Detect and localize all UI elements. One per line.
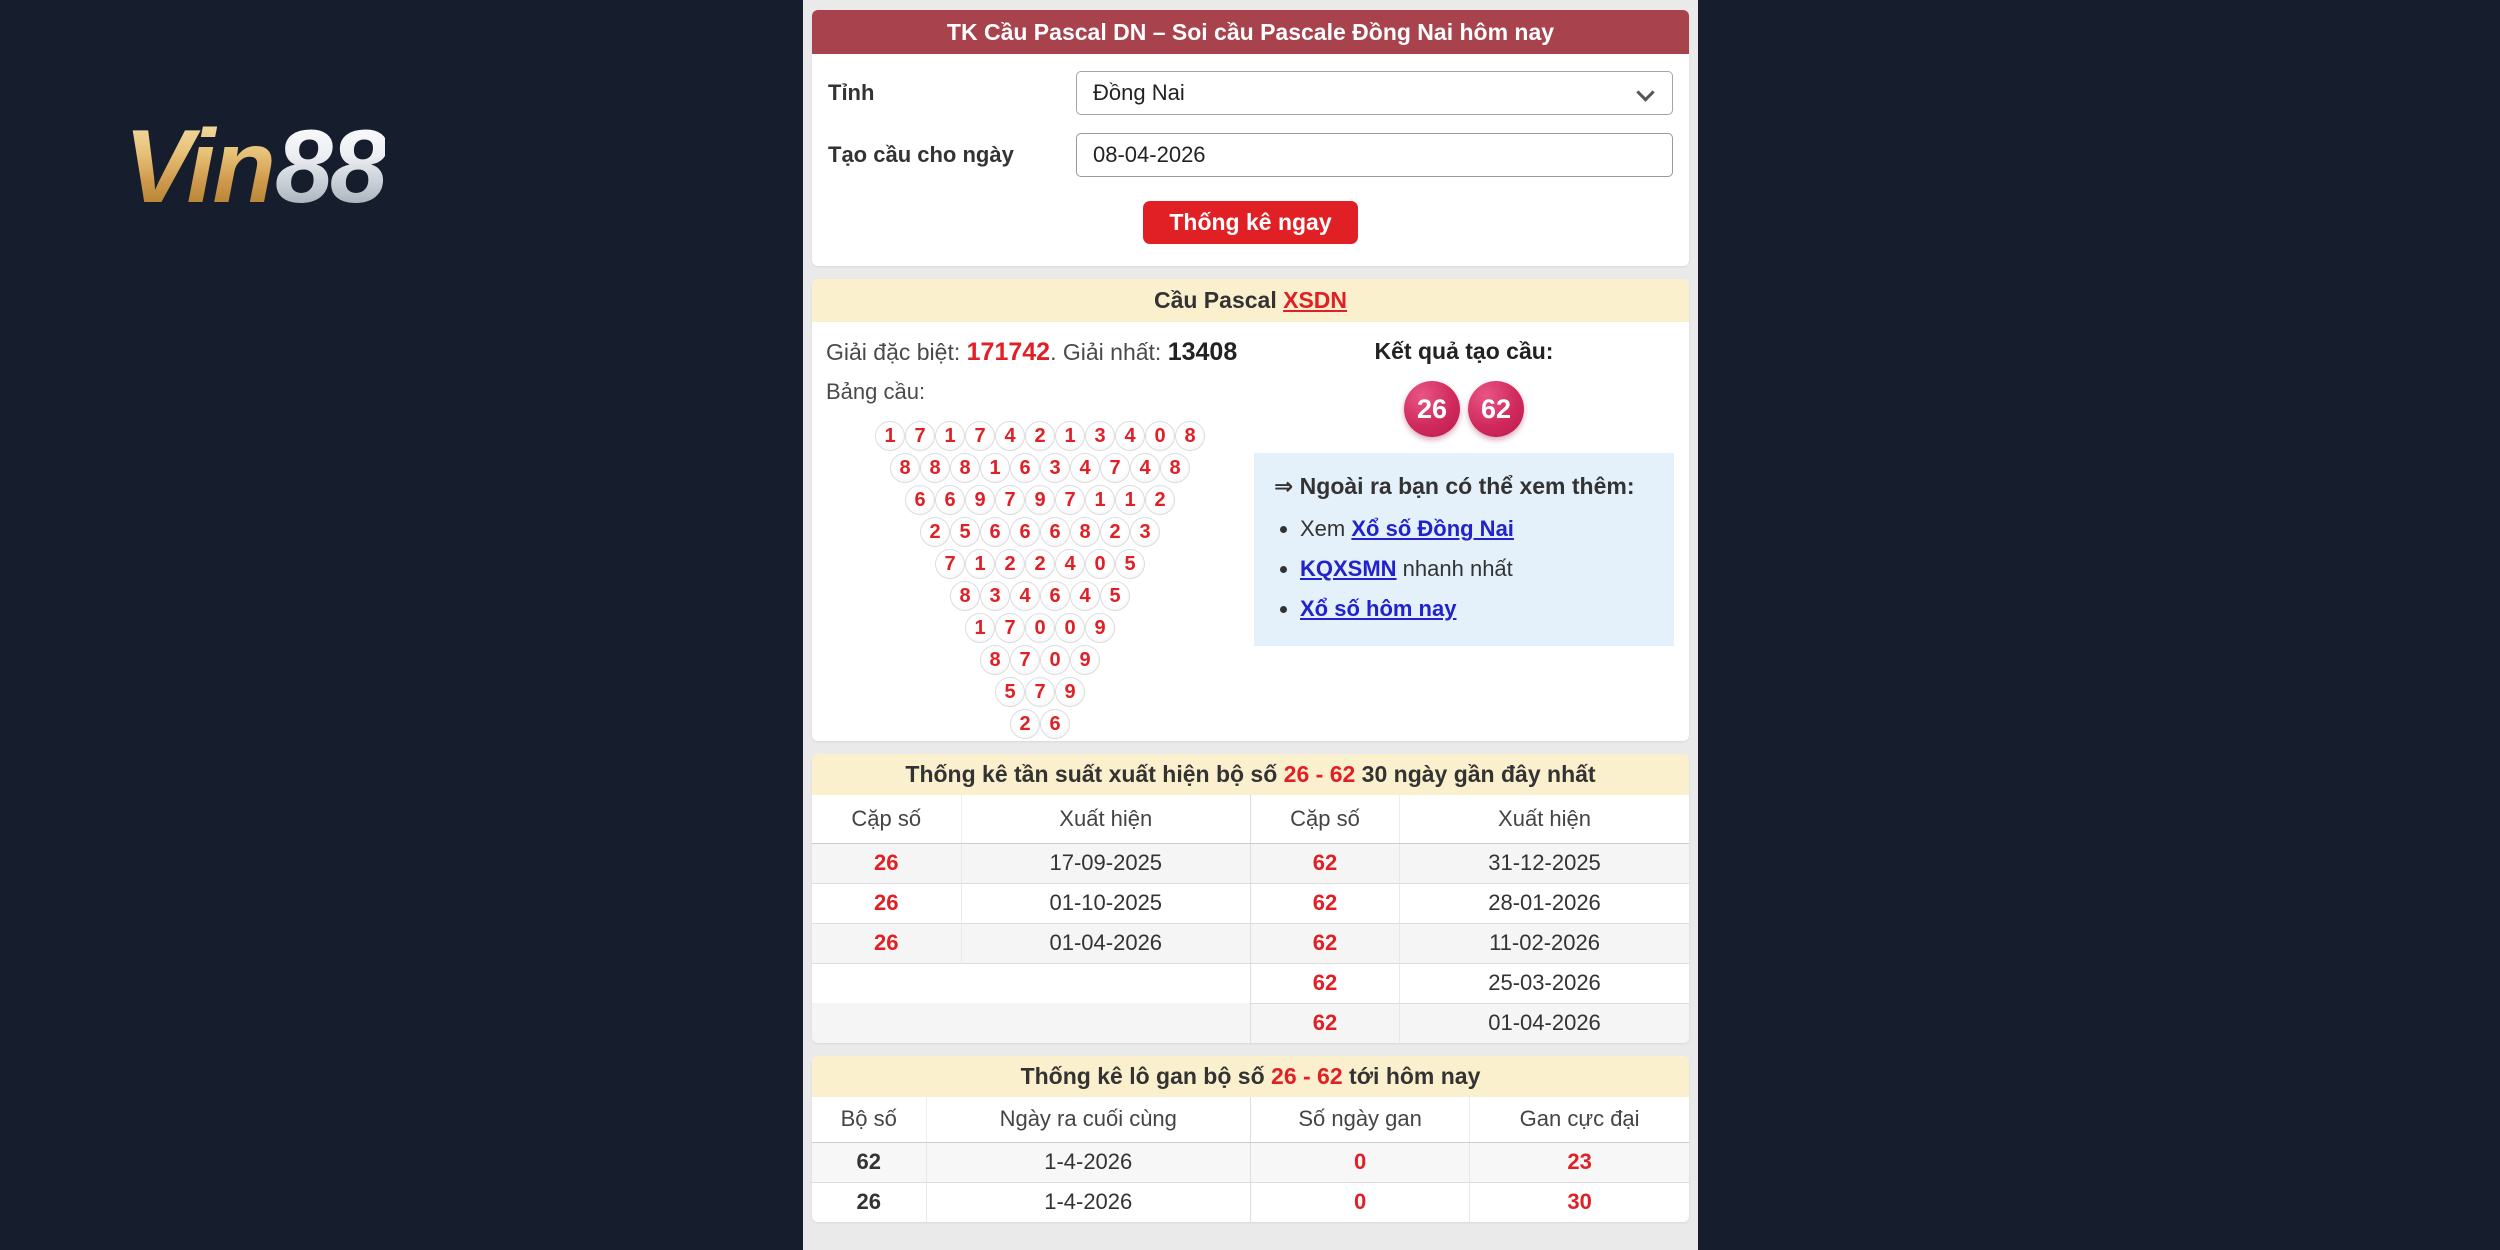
frequency-cell: 62 [1250,923,1399,963]
gan-card [812,1056,1689,1222]
pascal-number-cell: 4 [1130,453,1160,483]
see-more-box [1254,453,1674,646]
pascal-number-cell: 4 [1010,581,1040,611]
first-prize-value: 13408 [1167,338,1238,366]
gan-cell: 30 [1470,1182,1689,1222]
pascal-number-cell: 7 [1055,485,1085,515]
board-label: Bảng cầu: [826,379,926,404]
table-row [812,1142,1689,1182]
generator-form-card [812,10,1689,266]
pascal-number-cell: 2 [1025,421,1055,451]
pascal-number-cell: 4 [1055,549,1085,579]
frequency-cell: 17-09-2025 [961,843,1250,883]
statistics-button[interactable]: Thống kê ngay [1143,201,1357,244]
gan-table [812,1097,1689,1222]
pascal-number-cell: 4 [1070,581,1100,611]
prize-line: Giải đặc biệt: 171742. Giải nhất: 13408 [826,338,1238,366]
pascal-number-cell: 6 [905,485,935,515]
pascal-number-cell: 7 [935,549,965,579]
frequency-cell: 01-10-2025 [961,883,1250,923]
pascal-triangle-row [826,613,1254,643]
result-area [1254,338,1674,741]
pascal-section-title: Cầu Pascal XSDN [812,279,1689,322]
gan-cell: 62 [812,1142,926,1182]
pascal-number-cell: 8 [950,453,980,483]
frequency-table [812,795,1689,1043]
pascal-triangle-row [826,581,1254,611]
pascal-number-cell: 0 [1040,645,1070,675]
pascal-number-cell: 7 [905,421,935,451]
frequency-cell: 01-04-2026 [1400,1003,1689,1043]
column-header: Cặp số [812,795,961,843]
pascal-number-cell: 6 [1010,517,1040,547]
frequency-cell: 62 [1250,843,1399,883]
pascal-number-cell: 3 [1085,421,1115,451]
gan-section-title: Thống kê lô gan bộ số 26 - 62 tới hôm nay [812,1056,1689,1097]
table-row [812,1003,1689,1043]
pascal-triangle-row [826,549,1254,579]
pascal-number-cell: 3 [1040,453,1070,483]
pascal-number-cell: 1 [980,453,1010,483]
gan-pair-highlight: 26 - 62 [1271,1063,1343,1089]
pascal-number-cell: 9 [965,485,995,515]
logo-vin: Vin [124,109,273,225]
pascal-number-cell: 5 [950,517,980,547]
generator-form [812,54,1689,266]
frequency-cell: 62 [1250,883,1399,923]
pascal-number-cell: 6 [980,517,1010,547]
pascal-number-cell: 6 [1040,581,1070,611]
table-row [812,843,1689,883]
see-more-link[interactable]: Xổ số Đồng Nai [1351,516,1514,541]
frequency-cell: 01-04-2026 [961,923,1250,963]
gan-cell: 0 [1250,1142,1469,1182]
pascal-number-cell: 9 [1085,613,1115,643]
pascal-number-cell: 9 [1055,677,1085,707]
frequency-cell: 62 [1250,963,1399,1003]
column-header: Cặp số [1250,795,1399,843]
pascal-triangle-row [826,517,1254,547]
pascal-number-cell: 1 [935,421,965,451]
frequency-cell: 26 [812,843,961,883]
pascal-number-cell: 5 [1100,581,1130,611]
see-more-link[interactable]: KQXSMN [1300,556,1397,581]
logo-88: 88 [274,109,385,225]
xsdn-link[interactable]: XSDN [1283,287,1348,313]
pascal-number-cell: 1 [875,421,905,451]
column-header: Bộ số [812,1097,926,1142]
column-header: Xuất hiện [1400,795,1689,843]
pascal-number-cell: 6 [935,485,965,515]
pascal-number-cell: 8 [1070,517,1100,547]
gan-cell: 0 [1250,1182,1469,1222]
table-row [812,1182,1689,1222]
pascal-number-cell: 2 [995,549,1025,579]
pascal-number-cell: 6 [1010,453,1040,483]
see-more-heading: ⇒ Ngoài ra bạn có thể xem thêm: [1274,473,1635,499]
pascal-number-cell: 2 [1145,485,1175,515]
pascal-card [812,279,1689,741]
frequency-cell: 25-03-2026 [1400,963,1689,1003]
chevron-down-icon [1636,83,1654,101]
pascal-triangle-row [826,677,1254,707]
column-header: Xuất hiện [961,795,1250,843]
pascal-number-cell: 3 [980,581,1010,611]
pascal-number-cell: 3 [1130,517,1160,547]
pascal-triangle-row [826,645,1254,675]
pascal-triangle [826,421,1254,739]
pascal-number-cell: 6 [1040,517,1070,547]
pascal-triangle-row [826,485,1254,515]
date-input[interactable] [1076,133,1673,177]
result-ball: 26 [1404,381,1460,437]
pascal-number-cell: 2 [1010,709,1040,739]
frequency-cell: 11-02-2026 [1400,923,1689,963]
frequency-cell: 26 [812,923,961,963]
vin88-logo[interactable] [124,108,385,227]
pascal-number-cell: 5 [995,677,1025,707]
province-label: Tỉnh [828,80,875,105]
pascal-number-cell: 7 [1010,645,1040,675]
see-more-item [1300,556,1654,582]
column-header: Gan cực đại [1470,1097,1689,1142]
gan-cell: 23 [1470,1142,1689,1182]
pascal-number-cell: 7 [965,421,995,451]
pascal-number-cell: 5 [1115,549,1145,579]
empty-cell [961,963,1250,1003]
pascal-number-cell: 0 [1085,549,1115,579]
gan-cell: 26 [812,1182,926,1222]
pascal-number-cell: 4 [995,421,1025,451]
see-more-item-suffix: nhanh nhất [1396,556,1513,581]
frequency-cell: 62 [1250,1003,1399,1043]
pascal-number-cell: 7 [995,613,1025,643]
empty-cell [812,963,961,1003]
pascal-number-cell: 2 [920,517,950,547]
empty-cell [812,1003,961,1043]
pascal-board-area [826,338,1254,741]
pascal-number-cell: 2 [1025,549,1055,579]
see-more-item [1300,516,1654,542]
result-label: Kết quả tạo cầu: [1374,338,1554,364]
column-header: Số ngày gan [1250,1097,1469,1142]
main-column [803,0,1698,1250]
result-ball: 62 [1468,381,1524,437]
frequency-cell: 26 [812,883,961,923]
pascal-number-cell: 1 [965,549,995,579]
special-prize-value: 171742 [966,338,1051,366]
pascal-number-cell: 8 [950,581,980,611]
pascal-number-cell: 0 [1025,613,1055,643]
see-more-link[interactable]: Xổ số hôm nay [1300,596,1457,621]
frequency-cell: 31-12-2025 [1400,843,1689,883]
see-more-item [1300,596,1654,622]
pascal-number-cell: 7 [995,485,1025,515]
pascal-number-cell: 1 [1115,485,1145,515]
see-more-list [1274,516,1654,622]
table-row [812,923,1689,963]
frequency-pair-highlight: 26 - 62 [1283,761,1356,787]
pascal-number-cell: 6 [1040,709,1070,739]
see-more-item-prefix: Xem [1300,516,1352,541]
frequency-card [812,754,1689,1043]
pascal-number-cell: 7 [1100,453,1130,483]
pascal-number-cell: 9 [1025,485,1055,515]
pascal-number-cell: 1 [965,613,995,643]
pascal-number-cell: 4 [1070,453,1100,483]
result-balls [1254,381,1674,437]
pascal-number-cell: 0 [1055,613,1085,643]
pascal-number-cell: 0 [1145,421,1175,451]
column-header: Ngày ra cuối cùng [926,1097,1250,1142]
pascal-number-cell: 1 [1085,485,1115,515]
pascal-triangle-row [826,709,1254,739]
gan-cell: 1-4-2026 [926,1142,1250,1182]
gan-cell: 1-4-2026 [926,1182,1250,1222]
province-select-value: Đồng Nai [1093,80,1185,105]
date-label: Tạo cầu cho ngày [828,142,1014,167]
pascal-number-cell: 8 [920,453,950,483]
table-row [812,963,1689,1003]
empty-cell [961,1003,1250,1043]
pascal-number-cell: 8 [980,645,1010,675]
pascal-number-cell: 9 [1070,645,1100,675]
frequency-cell: 28-01-2026 [1400,883,1689,923]
table-row [812,883,1689,923]
frequency-section-title: Thống kê tần suất xuất hiện bộ số 26 - 62 30 ngày gần đây nhất [812,754,1689,795]
pascal-number-cell: 8 [1160,453,1190,483]
page-title: TK Cầu Pascal DN – Soi cầu Pascale Đồng Nai hôm nay [812,10,1689,54]
province-select[interactable] [1076,71,1673,115]
pascal-number-cell: 2 [1100,517,1130,547]
pascal-number-cell: 7 [1025,677,1055,707]
pascal-number-cell: 1 [1055,421,1085,451]
pascal-number-cell: 8 [890,453,920,483]
pascal-number-cell: 4 [1115,421,1145,451]
pascal-number-cell: 8 [1175,421,1205,451]
pascal-triangle-row [826,421,1254,451]
pascal-triangle-row [826,453,1254,483]
